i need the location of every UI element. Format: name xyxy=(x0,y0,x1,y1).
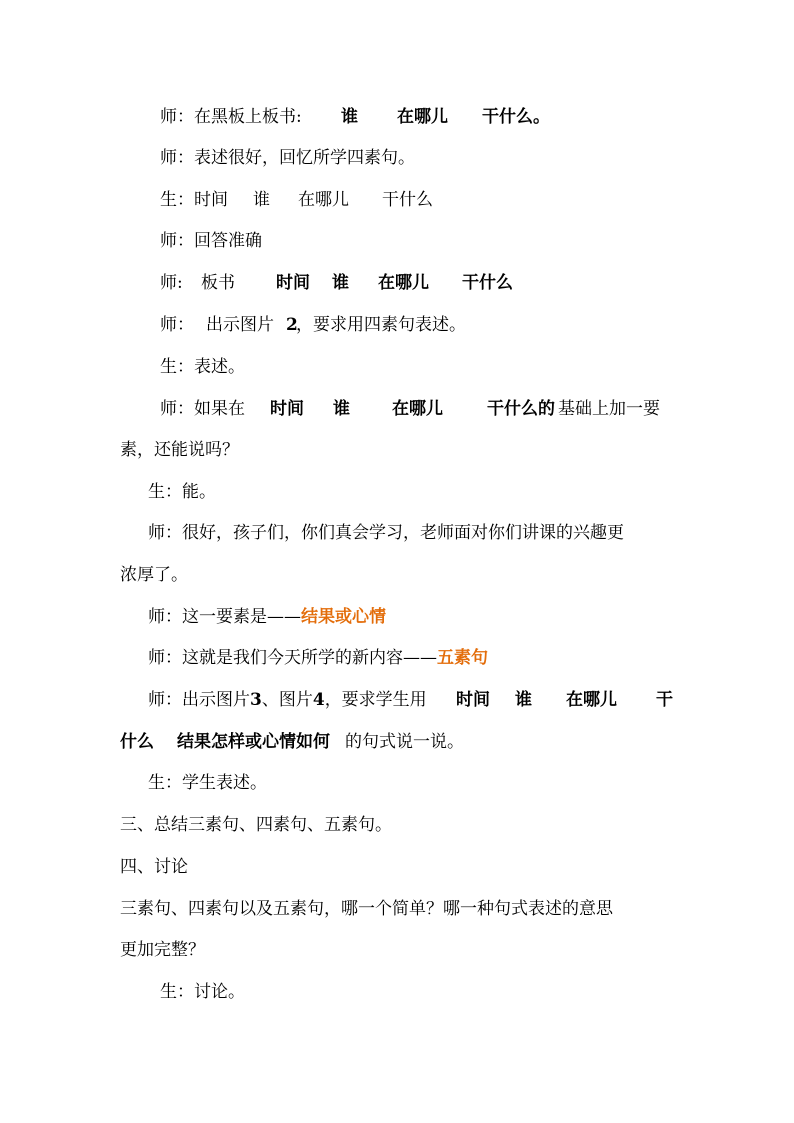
text-line xyxy=(148,647,488,669)
figure-number: 3 xyxy=(250,690,262,710)
line-text: ，要求学生用 xyxy=(324,690,427,710)
line-text: 能。 xyxy=(182,482,216,502)
line-text: 这一要素是—— xyxy=(182,607,301,627)
text-line xyxy=(160,189,433,211)
bold-term: 时间 xyxy=(276,273,310,293)
bold-term: 干 xyxy=(656,690,673,710)
bold-term: 干什么 xyxy=(462,273,513,293)
text-line xyxy=(160,314,466,336)
text-line xyxy=(160,230,262,252)
bold-term: 在哪儿 xyxy=(397,107,448,127)
bold-term: 在哪儿 xyxy=(378,273,429,293)
line-text: 的句式说一说。 xyxy=(345,732,464,752)
text-line xyxy=(120,898,613,920)
line-text: 素，还能说吗？ xyxy=(120,440,239,460)
line-text: 、图片 xyxy=(261,690,313,710)
speaker-label: 师： xyxy=(148,523,182,543)
figure-number: 2 xyxy=(286,315,298,335)
text-line xyxy=(160,106,550,128)
bold-term: 干什么。 xyxy=(482,107,550,127)
bold-term: 谁 xyxy=(332,273,349,293)
speaker-label: 师： xyxy=(160,107,194,127)
line-text: 三素句、四素句以及五素句，哪一个简单？哪一种句式表述的意思 xyxy=(120,899,613,919)
line-text: 很好，孩子们，你们真会学习，老师面对你们讲课的兴趣更 xyxy=(182,523,624,543)
line-text: 如果在 xyxy=(194,399,245,419)
figure-number: 4 xyxy=(312,690,325,710)
line-text: 这就是我们今天所学的新内容—— xyxy=(182,648,437,668)
text-line xyxy=(148,689,673,711)
line-text: 表述很好，回忆所学四素句。 xyxy=(194,148,415,168)
line-text: 出示图片 xyxy=(206,315,274,335)
line-text: 出示图片 xyxy=(182,690,250,710)
bold-term: 结果怎样或心情如何 xyxy=(177,732,330,752)
text-line xyxy=(120,939,205,961)
line-text: 时间 xyxy=(194,190,228,210)
line-text: 学生表述。 xyxy=(182,773,267,793)
speaker-label: 师： xyxy=(160,399,194,419)
text-line xyxy=(120,731,464,753)
speaker-label: 生： xyxy=(160,190,194,210)
bold-term: 谁 xyxy=(341,107,358,127)
bold-term: 时间 xyxy=(270,399,304,419)
bold-term: 在哪儿 xyxy=(392,399,443,419)
line-text: 表述。 xyxy=(194,357,245,377)
bold-term: 什么 xyxy=(120,732,154,752)
highlight-term: 五素句 xyxy=(437,648,488,668)
text-line xyxy=(160,981,245,1003)
bold-term: 在哪儿 xyxy=(566,690,617,710)
line-text: 基础上加一要 xyxy=(558,399,660,419)
text-line xyxy=(148,772,267,794)
speaker-label: 师： xyxy=(148,648,182,668)
line-text: 回答准确 xyxy=(194,231,262,251)
text-line xyxy=(148,522,624,544)
speaker-label: 师: xyxy=(160,273,189,293)
speaker-label: 师： xyxy=(160,231,194,251)
line-text: 三、总结三素句、四素句、五素句。 xyxy=(120,815,392,835)
bold-term: 谁 xyxy=(333,399,350,419)
text-line xyxy=(160,356,245,378)
line-text: ，要求用四素句表述。 xyxy=(296,315,466,335)
speaker-label: 师： xyxy=(160,148,194,168)
text-line xyxy=(160,398,660,420)
line-text: 在黑板上板书: xyxy=(194,107,308,127)
line-text: 板书 xyxy=(201,273,235,293)
text-line xyxy=(120,564,188,586)
speaker-label: 师： xyxy=(148,690,182,710)
text-line xyxy=(160,272,513,294)
bold-term: 干什么的 xyxy=(487,399,555,419)
speaker-label: 生： xyxy=(148,482,182,502)
line-text: 更加完整？ xyxy=(120,940,205,960)
section-heading xyxy=(120,814,392,836)
speaker-label: 师： xyxy=(160,315,194,335)
speaker-label: 生： xyxy=(148,773,182,793)
highlight-term: 结果或心情 xyxy=(301,607,386,627)
text-line xyxy=(148,606,386,628)
line-text: 谁 xyxy=(253,190,270,210)
line-text: 在哪儿 xyxy=(298,190,349,210)
bold-term: 谁 xyxy=(515,690,532,710)
text-line xyxy=(148,481,216,503)
text-line xyxy=(120,439,239,461)
speaker-label: 师： xyxy=(148,607,182,627)
line-text: 四、讨论 xyxy=(120,857,188,877)
speaker-label: 生： xyxy=(160,982,194,1002)
line-text: 讨论。 xyxy=(194,982,245,1002)
bold-term: 时间 xyxy=(456,690,490,710)
line-text: 浓厚了。 xyxy=(120,565,188,585)
speaker-label: 生： xyxy=(160,357,194,377)
text-line xyxy=(160,147,415,169)
line-text: 干什么 xyxy=(382,190,433,210)
section-heading xyxy=(120,856,188,878)
